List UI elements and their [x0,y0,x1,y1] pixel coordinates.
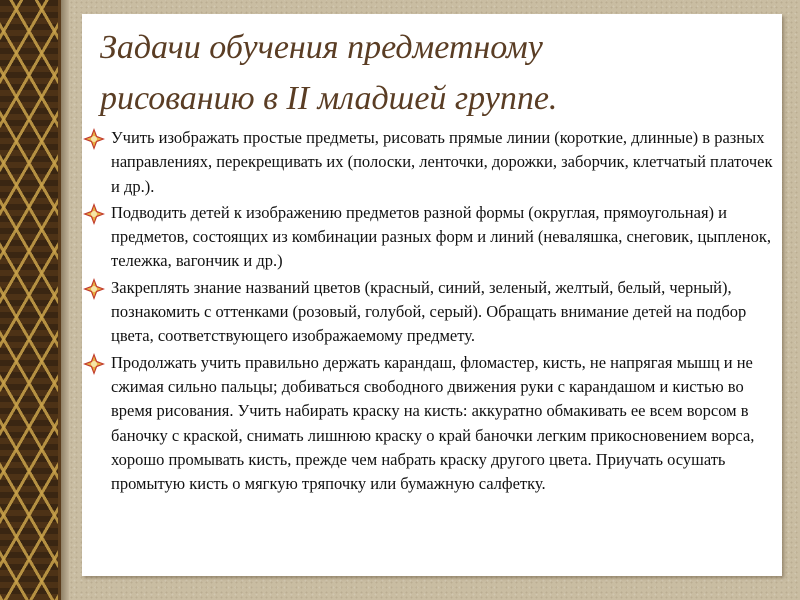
slide-title-line-1: Задачи обучения предметному [100,29,543,66]
slide-title [100,22,770,124]
strip-shadow [61,0,69,600]
bullet-item [82,126,774,199]
bullet-list [82,126,774,498]
decorative-left-strip [0,0,61,600]
star-bullet-icon [82,202,106,226]
bullet-item [82,276,774,349]
star-bullet-icon [82,277,106,301]
bullet-item [82,201,774,274]
bullet-text: Продолжать учить правильно держать карандаш, фломастер, кисть, не напрягая мышц и не сжимая сильно пальцы; добиваться свободного движения руки с карандашом и кистью во время рисования. Учить набирать краску на кисть: аккуратно обмакивать ее всем ворсом в баночку с краской, снимать лишнюю краску о край баночки легким прикосновением ворса, хорошо промывать кисть, прежде чем набрать краску другого цвета. Приучать осушать промытую кисть о мягкую тряпочку или бумажную салфетку. [111,352,755,494]
bullet-text: Учить изображать простые предметы, рисовать прямые линии (короткие, длинные) в разных направлениях, перекрещивать их (полоски, ленточки, дорожки, заборчик, клетчатый платочек и др.). [111,128,773,196]
bullet-text: Закреплять знание названий цветов (красный, синий, зеленый, желтый, белый, черный), познакомить с оттенками (розовый, голубой, серый). Обращать внимание детей на подбор цвета, соответствующего изображаемому предмету. [111,277,747,346]
star-bullet-icon [82,352,106,376]
slide-title-line-2: рисованию в II младшей группе. [100,80,558,117]
bullet-text: Подводить детей к изображению предметов разной формы (округлая, прямоугольная) и предметов, состоящих из комбинации разных форм и линий (неваляшка, снеговик, цыпленок, тележка, вагончик и др.) [111,202,771,271]
bullet-item [82,351,774,497]
star-bullet-icon [82,127,106,151]
